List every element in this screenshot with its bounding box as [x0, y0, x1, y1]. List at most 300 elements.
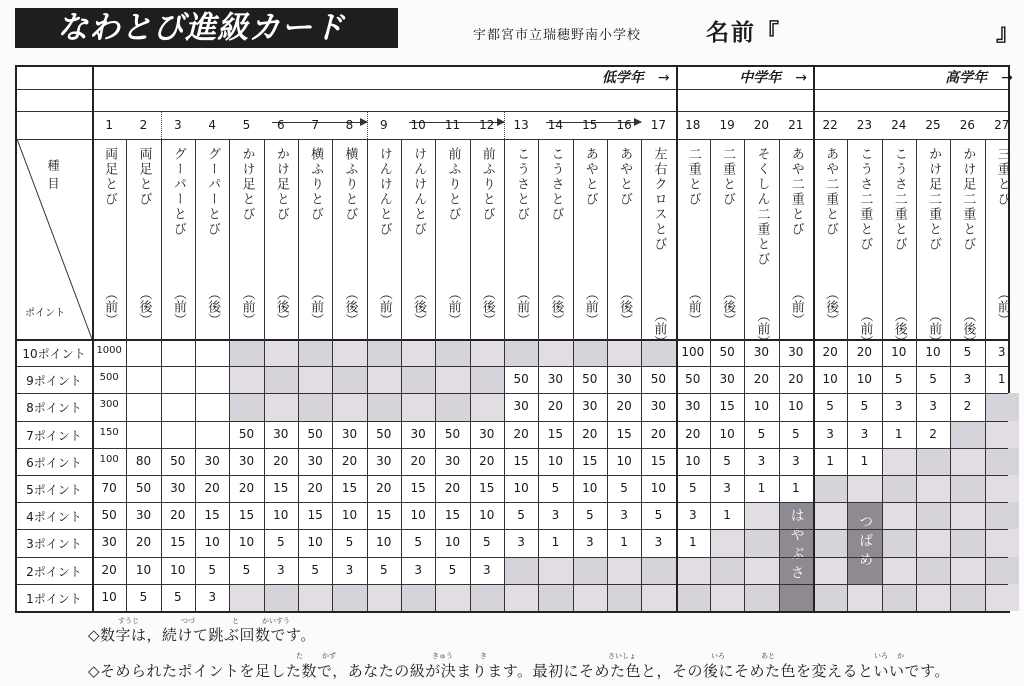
count-cell: 1000: [96, 345, 122, 356]
right-arrow-icon: →: [795, 70, 807, 86]
point-row-label: 5ポイント: [26, 483, 82, 497]
count-cell: 10: [788, 399, 804, 414]
unused-cell-shade: [710, 529, 744, 556]
unused-cell-shade: [367, 584, 401, 611]
count-cell: 30: [410, 426, 426, 441]
skill-column: [813, 147, 847, 337]
count-cell: 5: [723, 453, 731, 468]
skill-column: [779, 147, 813, 337]
grade-band-label: 中学年: [739, 70, 782, 86]
unused-cell-shade: [950, 448, 984, 475]
skill-direction: （後）: [411, 287, 427, 326]
count-cell: 30: [444, 453, 461, 468]
header-rule: [17, 139, 1008, 140]
skill-column: [504, 147, 538, 337]
unused-cell-shade: [470, 584, 504, 611]
unused-cell-shade: [985, 448, 1019, 475]
count-cell: 3: [482, 562, 491, 577]
count-cell: 3: [860, 426, 869, 441]
skill-column: [229, 147, 263, 337]
count-cell: 10: [341, 508, 358, 523]
count-cell: 20: [444, 481, 461, 495]
count-cell: 30: [582, 399, 598, 414]
skill-number: 21: [788, 118, 804, 132]
count-cell: 1: [757, 481, 766, 495]
count-cell: 1: [723, 508, 731, 523]
count-cell: 80: [135, 453, 152, 468]
unused-cell-shade: [985, 529, 1019, 556]
unused-cell-shade: [538, 339, 572, 366]
count-cell: 15: [719, 399, 735, 414]
furigana: かいすう: [262, 617, 290, 625]
count-cell: 3: [654, 535, 663, 550]
unused-cell-shade: [435, 339, 469, 366]
school-name: 宇都宮市立瑞穂野南小学校: [473, 28, 642, 43]
count-cell: 30: [650, 399, 667, 414]
point-row-label: 10ポイント: [22, 347, 86, 361]
count-cell: 3: [757, 453, 766, 468]
count-cell: 15: [341, 481, 358, 495]
skill-column: [161, 147, 195, 337]
count-cell: 5: [345, 535, 354, 550]
skill-name: そくしん二重とび: [754, 147, 770, 267]
skill-name: かけ足とび: [239, 147, 255, 222]
count-cell: 30: [307, 453, 323, 468]
count-cell: 50: [513, 372, 529, 387]
count-cell: 30: [513, 399, 529, 414]
count-cell: 10: [547, 453, 564, 468]
count-cell: 50: [444, 426, 461, 441]
skill-number: 22: [822, 118, 838, 132]
point-row-label: 6ポイント: [26, 455, 82, 470]
furigana: き: [480, 652, 487, 660]
unused-cell-shade: [710, 557, 744, 584]
unused-cell-shade: [882, 475, 916, 502]
count-cell: 1: [997, 372, 1006, 387]
count-cell: 5: [757, 426, 766, 441]
skill-column: [435, 147, 469, 337]
count-cell: 1: [860, 453, 869, 468]
count-cell: 3: [208, 589, 216, 604]
count-cell: 30: [238, 453, 255, 468]
row-rule: [17, 393, 1008, 394]
count-cell: 1: [620, 535, 628, 550]
skill-number: 23: [856, 118, 873, 132]
count-cell: 15: [376, 508, 392, 523]
unused-cell-shade: [916, 584, 950, 611]
furigana: きゅう: [432, 652, 453, 660]
skill-name: 左右クロスとび: [651, 147, 667, 252]
skill-name: 二重とび: [720, 147, 736, 207]
skill-column: [470, 147, 504, 337]
skill-name: 両足とび: [136, 147, 152, 207]
skill-direction: （前）: [788, 287, 804, 326]
count-cell: 10: [616, 453, 632, 468]
note-numbers: ◇数字は，続けて跳ぶ回数です。: [88, 626, 316, 644]
unused-cell-shade: [882, 557, 916, 584]
skill-name: 両足とび: [102, 147, 118, 207]
count-cell: 10: [685, 453, 701, 468]
count-cell: 20: [753, 372, 770, 387]
count-cell: 30: [376, 453, 392, 468]
grade-band-2: [676, 67, 807, 89]
count-cell: 15: [616, 426, 632, 441]
unused-cell-shade: [607, 339, 641, 366]
unused-cell-shade: [744, 502, 778, 529]
row-rule: [17, 502, 1008, 503]
count-cell: 20: [582, 426, 598, 441]
count-cell: 20: [238, 481, 255, 495]
unused-cell-shade: [985, 393, 1019, 420]
skill-number: 25: [925, 118, 941, 132]
skill-direction: （前）: [926, 309, 942, 348]
skill-column: [641, 147, 675, 348]
count-cell: 3: [345, 562, 354, 577]
skill-name: あや二重とび: [823, 147, 839, 237]
count-cell: 5: [448, 562, 457, 577]
skill-column: [676, 147, 710, 337]
count-cell: 5: [860, 399, 869, 414]
skill-direction: （前）: [376, 287, 392, 326]
count-cell: 100: [681, 345, 705, 359]
unused-cell-shade: [538, 584, 572, 611]
skill-column: [332, 147, 366, 337]
skill-column: [538, 147, 572, 337]
unused-cell-shade: [641, 584, 675, 611]
unused-cell-shade: [264, 339, 298, 366]
unused-cell-shade: [538, 557, 572, 584]
count-cell: 3: [963, 372, 972, 387]
unused-cell-shade: [367, 393, 401, 420]
unused-cell-shade: [573, 557, 607, 584]
count-cell: 500: [99, 372, 119, 384]
count-cell: 10: [376, 535, 392, 550]
skill-name: かけ足とび: [273, 147, 289, 222]
count-cell: 15: [238, 508, 255, 523]
count-cell: 30: [685, 399, 701, 414]
count-cell: 3: [551, 508, 560, 523]
unused-cell-shade: [813, 557, 847, 584]
skill-number: 19: [719, 118, 735, 132]
count-cell: 30: [479, 426, 495, 441]
skill-name: こうさとび: [514, 147, 530, 222]
count-cell: 50: [376, 426, 392, 441]
unused-cell-shade: [401, 393, 435, 420]
count-cell: 20: [685, 426, 701, 441]
skill-number: 6: [276, 118, 285, 132]
count-cell: 5: [620, 481, 628, 495]
hayabusa-label: はやぶさ: [788, 508, 805, 585]
unused-cell-shade: [882, 448, 916, 475]
skill-direction: （前）: [308, 287, 324, 326]
skill-direction: （後）: [273, 287, 289, 326]
count-cell: 20: [273, 453, 289, 468]
count-cell: 50: [170, 453, 186, 468]
count-cell: 30: [204, 453, 220, 468]
unused-cell-shade: [744, 557, 778, 584]
skill-name: けんけんとび: [376, 147, 392, 237]
unused-cell-shade: [573, 339, 607, 366]
furigana: かず: [322, 652, 336, 660]
skill-number: 3: [174, 118, 182, 132]
skill-number: 10: [410, 118, 426, 132]
skill-column: [195, 147, 229, 337]
count-cell: 5: [929, 372, 937, 387]
unused-cell-shade: [229, 366, 263, 393]
unused-cell-shade: [573, 584, 607, 611]
unused-cell-shade: [607, 584, 641, 611]
name-label: 名前『: [706, 20, 781, 46]
unused-cell-shade: [882, 584, 916, 611]
unused-cell-shade: [264, 584, 298, 611]
skill-direction: （前）: [754, 309, 770, 348]
count-cell: 3: [620, 508, 628, 523]
skill-column: [985, 147, 1019, 337]
unused-cell-shade: [813, 475, 847, 502]
count-cell: 30: [788, 345, 804, 359]
skill-number: 27: [994, 118, 1010, 132]
skill-name: かけ足二重とび: [960, 147, 976, 252]
skill-name: こうさ二重とび: [857, 147, 873, 252]
skill-number: 24: [891, 118, 907, 132]
skill-number: 1: [105, 118, 113, 132]
skill-number: 12: [479, 118, 495, 132]
unused-cell-shade: [916, 448, 950, 475]
count-cell: 3: [723, 481, 731, 495]
skill-name: あや二重とび: [788, 147, 804, 237]
count-cell: 100: [99, 453, 119, 465]
count-cell: 50: [307, 426, 323, 441]
count-cell: 3: [585, 535, 594, 550]
unused-cell-shade: [435, 584, 469, 611]
name-close-bracket: 』: [996, 20, 1019, 46]
unused-cell-shade: [504, 584, 538, 611]
skill-number: 13: [513, 118, 529, 132]
furigana: か: [897, 652, 904, 660]
skill-direction: （後）: [617, 287, 633, 326]
row-rule: [17, 584, 1008, 585]
unused-cell-shade: [435, 393, 469, 420]
count-cell: 70: [101, 481, 117, 495]
skill-name: あやとび: [617, 147, 633, 207]
skill-number: 2: [139, 118, 148, 132]
unused-cell-shade: [435, 366, 469, 393]
count-cell: 3: [826, 426, 834, 441]
count-cell: 20: [650, 426, 667, 441]
unused-cell-shade: [332, 339, 366, 366]
count-cell: 5: [517, 508, 525, 523]
count-cell: 15: [547, 426, 564, 441]
count-cell: 30: [135, 508, 152, 523]
unused-cell-shade: [229, 584, 263, 611]
furigana: と: [232, 617, 239, 625]
count-cell: 10: [101, 589, 117, 604]
skill-direction: （後）: [891, 309, 907, 348]
count-cell: 3: [688, 508, 697, 523]
skill-direction: （前）: [239, 287, 255, 326]
skill-name: グーパーとび: [170, 147, 186, 237]
skill-column: [847, 147, 881, 348]
skill-column: [882, 147, 916, 348]
count-cell: 10: [925, 345, 941, 359]
count-cell: 10: [307, 535, 323, 550]
count-cell: 30: [547, 372, 564, 387]
count-cell: 5: [276, 535, 285, 550]
count-cell: 15: [479, 481, 495, 495]
skill-name: 横ふりとび: [308, 147, 324, 222]
count-cell: 20: [170, 508, 186, 523]
furigana: いろ: [874, 652, 888, 660]
count-cell: 10: [650, 481, 667, 495]
skill-column: [950, 147, 984, 348]
count-cell: 50: [582, 372, 598, 387]
count-cell: 10: [135, 562, 152, 577]
unused-cell-shade: [332, 393, 366, 420]
skill-name: けんけんとび: [411, 147, 427, 237]
count-cell: 5: [551, 481, 560, 495]
count-cell: 30: [341, 426, 358, 441]
unused-cell-shade: [744, 529, 778, 556]
skill-direction: （後）: [823, 287, 839, 326]
unused-cell-shade: [504, 557, 538, 584]
skill-direction: （前）: [651, 309, 667, 348]
count-cell: 5: [482, 535, 491, 550]
skill-name: こうさとび: [548, 147, 564, 222]
skill-number: 7: [311, 118, 319, 132]
unused-cell-shade: [916, 557, 950, 584]
points-label: ポイント: [25, 308, 65, 319]
skill-direction: （後）: [136, 287, 152, 326]
count-cell: 10: [822, 372, 838, 387]
unused-cell-shade: [298, 584, 332, 611]
header-rule: [17, 111, 1008, 112]
unused-cell-shade: [813, 584, 847, 611]
unused-cell-shade: [950, 502, 984, 529]
count-cell: 20: [856, 345, 873, 359]
unused-cell-shade: [882, 502, 916, 529]
count-cell: 15: [444, 508, 461, 523]
skill-number: 15: [582, 118, 598, 132]
skill-direction: （前）: [582, 287, 598, 326]
card-title: なわとび進級カード: [15, 8, 398, 48]
furigana: さいしょ: [608, 652, 636, 660]
point-row-label: 4ポイント: [26, 510, 82, 525]
count-cell: 20: [513, 426, 529, 441]
count-cell: 5: [139, 589, 148, 604]
count-cell: 20: [101, 562, 117, 577]
count-cell: 10: [273, 508, 289, 523]
count-cell: 20: [410, 453, 426, 468]
count-cell: 5: [894, 372, 903, 387]
count-cell: 3: [517, 535, 525, 550]
grade-band-3: [813, 67, 1013, 89]
count-cell: 15: [204, 508, 220, 523]
unused-cell-shade: [950, 421, 984, 448]
count-cell: 150: [99, 426, 119, 438]
count-cell: 5: [242, 562, 251, 577]
count-cell: 5: [208, 562, 216, 577]
count-cell: 20: [307, 481, 323, 495]
unused-cell-shade: [985, 557, 1019, 584]
count-cell: 5: [379, 562, 388, 577]
count-cell: 30: [719, 372, 735, 387]
unused-cell-shade: [985, 475, 1019, 502]
count-cell: 5: [414, 535, 422, 550]
count-cell: 20: [822, 345, 838, 359]
skill-direction: （後）: [205, 287, 221, 326]
unused-cell-shade: [607, 557, 641, 584]
count-cell: 10: [719, 426, 735, 441]
count-cell: 10: [479, 508, 495, 523]
skill-direction: （後）: [720, 287, 736, 326]
unused-cell-shade: [401, 366, 435, 393]
point-row-label: 7ポイント: [26, 428, 82, 443]
unused-cell-shade: [298, 366, 332, 393]
unused-cell-shade: [470, 366, 504, 393]
right-arrow-icon: →: [657, 70, 670, 86]
count-cell: 2: [929, 426, 937, 441]
count-cell: 2: [963, 399, 972, 414]
furigana: た: [296, 652, 303, 660]
count-cell: 50: [719, 345, 735, 359]
count-cell: 50: [650, 372, 667, 387]
count-cell: 10: [856, 372, 873, 387]
row-rule: [17, 529, 1008, 530]
count-cell: 15: [410, 481, 426, 495]
count-cell: 20: [616, 399, 632, 414]
skill-number: 8: [345, 118, 354, 132]
count-cell: 20: [547, 399, 564, 414]
skill-direction: （前）: [102, 287, 118, 326]
count-cell: 50: [685, 372, 701, 387]
count-cell: 15: [513, 453, 529, 468]
skill-direction: （前）: [994, 287, 1010, 326]
skill-name: あやとび: [582, 147, 598, 207]
point-row-label: 8ポイント: [26, 401, 82, 416]
unused-cell-shade: [470, 393, 504, 420]
furigana: いろ: [711, 652, 725, 660]
skill-column: [744, 147, 778, 348]
unused-cell-shade: [985, 421, 1019, 448]
skill-number: 17: [650, 118, 667, 132]
unused-cell-shade: [264, 366, 298, 393]
skill-direction: （後）: [960, 309, 976, 348]
skill-name: 前ふりとび: [445, 147, 461, 222]
count-cell: 1: [826, 453, 834, 468]
count-cell: 20: [376, 481, 392, 495]
skill-number: 14: [547, 118, 564, 132]
unused-cell-shade: [916, 529, 950, 556]
count-cell: 1: [791, 481, 800, 495]
header-rule: [17, 89, 1008, 90]
skill-column: [126, 147, 160, 337]
count-cell: 10: [891, 345, 907, 359]
count-cell: 15: [650, 453, 667, 468]
category-label: 種目: [46, 159, 60, 195]
skill-column: [264, 147, 298, 337]
count-cell: 3: [414, 562, 422, 577]
row-rule: [17, 366, 1008, 367]
skill-column: [298, 147, 332, 337]
row-rule: [17, 421, 1008, 422]
count-cell: 10: [513, 481, 529, 495]
skill-direction: （前）: [685, 287, 701, 326]
count-cell: 5: [826, 399, 834, 414]
count-cell: 5: [654, 508, 663, 523]
skill-column: [401, 147, 435, 337]
unused-cell-shade: [950, 475, 984, 502]
skill-direction: （前）: [445, 287, 461, 326]
